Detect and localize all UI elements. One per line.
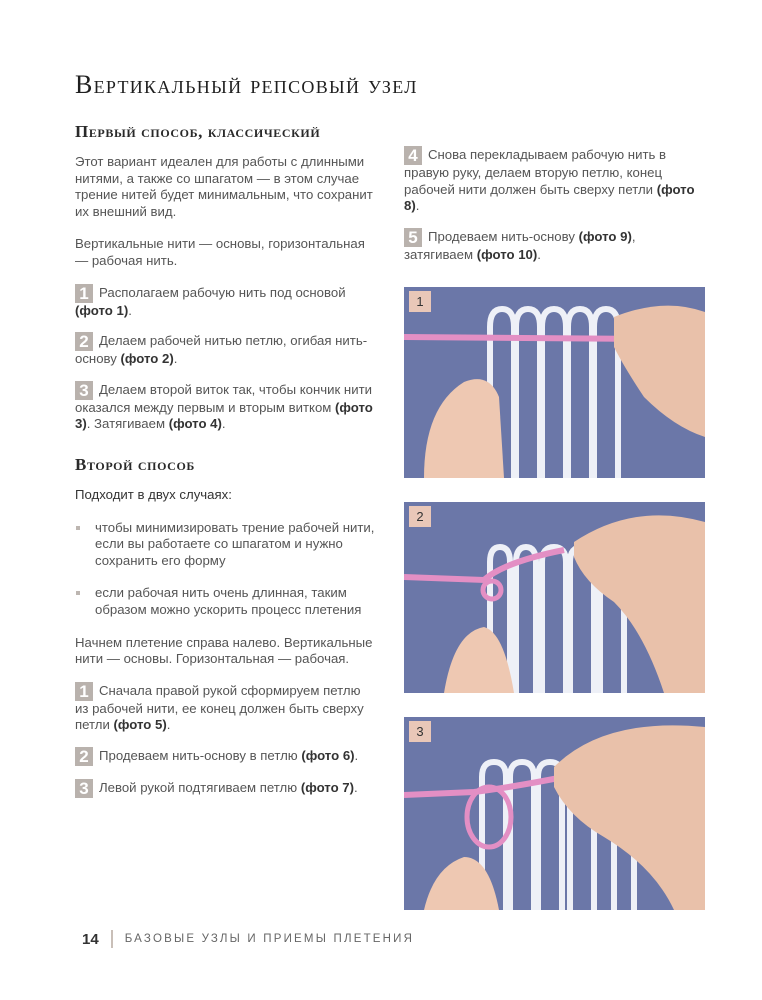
method2-heading: Второй способ [75, 454, 195, 474]
step-number-badge: 3 [75, 381, 93, 400]
photo-ref: (фото 3) [75, 399, 373, 432]
photo-2 [404, 502, 705, 693]
method2-step-3: 3 Левой рукой подтягиваем петлю (фото 7). [75, 779, 375, 798]
step-number-badge: 3 [75, 779, 93, 798]
bullet-icon [76, 526, 80, 530]
photo-ref: (фото 2) [120, 351, 174, 367]
step-number-badge: 1 [75, 682, 93, 701]
method2-step-5: 5 Продеваем нить-основу (фото 9), затягиваем (фото 10). [404, 227, 636, 262]
method2-lead: Подходит в двух случаях: [75, 486, 232, 502]
method1-step-1: 1 Располагаем рабочую нить под основой (фото 1). [75, 283, 346, 318]
photo-number-label: 3 [409, 721, 431, 742]
method1-step-3: 3 Делаем второй виток так, чтобы кончик нити оказался между первым и вторым витком (фото 3). Затягиваем (фото 4). [75, 380, 373, 432]
photo-ref: (фото 9) [578, 228, 632, 244]
page-number: 14 [82, 930, 99, 948]
method2-step-4: 4 Снова перекладываем рабочую нить в правую руку, делаем вторую петлю, конец рабочей нити должен быть сверху петли (фото 8). [404, 146, 695, 214]
photo-ref: (фото 1) [75, 302, 129, 318]
left-column [75, 122, 375, 798]
macrame-photo-illustration [404, 287, 705, 478]
photo-1 [404, 287, 705, 478]
photo-ref: (фото 8) [404, 181, 695, 214]
photo-ref: (фото 6) [301, 747, 355, 763]
photo-ref: (фото 4) [168, 416, 222, 432]
method2-step-2: 2 Продеваем нить-основу в петлю (фото 6). [75, 747, 375, 766]
bullet-item: чтобы минимизировать трение рабочей нити, если вы работаете со шпагатом и нужно сохранить его форму [75, 520, 375, 570]
macrame-photo-illustration [404, 502, 705, 693]
method1-heading: Первый способ, классический [75, 122, 321, 141]
step-number-badge: 1 [75, 284, 93, 303]
right-column [404, 146, 704, 263]
method2-note: Начнем плетение справа налево. Вертикальные нити — основы. Горизонтальная — рабочая. [75, 634, 373, 667]
photo-number-label: 1 [409, 291, 431, 312]
page-footer [82, 930, 414, 948]
footer-divider [111, 930, 113, 948]
bullet-item: если рабочая нить очень длинная, таким образом можно ускорить процесс плетения [75, 585, 375, 618]
page-title: Вертикальный репсовый узел [75, 70, 418, 99]
method1-intro: Этот вариант идеален для работы с длинными нитями, а также со шпагатом — в этом случае трение нитей будет минимальным, что сохранит их внешний вид. [75, 154, 373, 219]
step-number-badge: 4 [404, 146, 422, 165]
macrame-photo-illustration [404, 717, 705, 910]
section-title: БАЗОВЫЕ УЗЛЫ И ПРИЕМЫ ПЛЕТЕНИЯ [124, 933, 415, 945]
step-number-badge: 5 [404, 228, 422, 247]
bullet-icon [76, 591, 80, 595]
method2-bullets [75, 520, 375, 619]
method1-step-2: 2 Делаем рабочей нитью петлю, огибая нить-основу (фото 2). [75, 332, 368, 367]
photo-3 [404, 717, 705, 910]
photo-ref: (фото 10) [476, 246, 538, 262]
step-number-badge: 2 [75, 747, 93, 766]
step-number-badge: 2 [75, 332, 93, 351]
photo-ref: (фото 5) [113, 717, 167, 733]
photo-number-label: 2 [409, 506, 431, 527]
method1-note: Вертикальные нити — основы, горизонтальная — рабочая нить. [75, 236, 365, 268]
photo-ref: (фото 7) [300, 779, 355, 795]
method2-step-1: 1 Сначала правой рукой сформируем петлю из рабочей нити, ее конец должен быть сверху петли (фото 5). [75, 681, 364, 733]
